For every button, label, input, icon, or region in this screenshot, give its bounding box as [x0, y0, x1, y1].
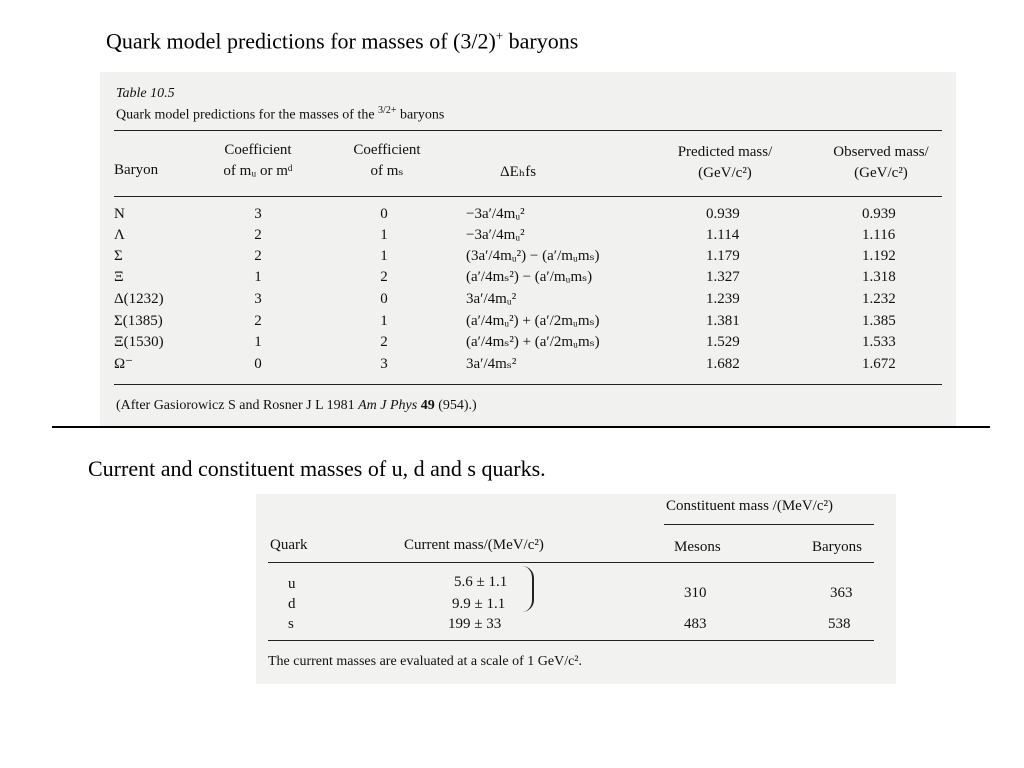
cell-delta-e: −3a′/4mᵤ²	[466, 227, 525, 243]
cell-delta-e: 3a′/4mₛ²	[466, 356, 517, 372]
cell-coef-s: 0	[380, 291, 388, 307]
cell-coef-ud: 1	[254, 269, 262, 285]
cell-ud-mesons: 310	[684, 585, 707, 601]
cell-coef-s: 2	[380, 269, 388, 285]
header-coef-ud-line1: Coefficient	[224, 142, 292, 158]
cell-predicted: 1.381	[706, 313, 740, 329]
cell-predicted: 1.682	[706, 356, 740, 372]
title1-text: Quark model predictions for masses of (3/2)	[106, 28, 496, 54]
cell-mesons: 483	[684, 616, 707, 632]
header-coef-s	[332, 140, 442, 182]
cell-baryon: Λ	[114, 227, 125, 243]
title1-sup: +	[495, 28, 504, 43]
cell-delta-e: −3a′/4mᵤ²	[466, 206, 525, 222]
cell-current-mass: 199 ± 33	[448, 616, 502, 632]
slide-title-baryon-masses	[106, 28, 578, 54]
cell-delta-e: 3a′/4mᵤ²	[466, 291, 517, 307]
cell-observed: 1.192	[862, 248, 896, 264]
footnote-journal: Am J Phys	[358, 398, 418, 413]
slide-title-quark-masses: Current and constituent masses of u, d and s quarks.	[88, 456, 546, 481]
header-delta-e: ΔEₕfs	[500, 164, 537, 180]
caption-sup: +	[390, 105, 397, 116]
cell-quark: u	[288, 576, 296, 592]
title1-tail: baryons	[503, 28, 579, 54]
cell-baryon: Ω⁻	[114, 356, 134, 372]
cell-coef-ud: 1	[254, 334, 262, 350]
cell-current-mass: 5.6 ± 1.1	[454, 574, 508, 590]
cell-observed: 1.672	[862, 356, 896, 372]
header-coef-ud-line2: of mᵤ or mᵈ	[223, 163, 293, 179]
table-footnote	[116, 398, 477, 414]
footnote-volume: 49	[420, 398, 435, 413]
cell-baryon: Δ(1232)	[114, 291, 164, 307]
cell-predicted: 1.179	[706, 248, 740, 264]
header-rule	[268, 562, 874, 563]
cell-baryon: Ξ	[114, 269, 124, 285]
cell-baryon: Σ	[114, 248, 123, 264]
cell-coef-s: 1	[380, 313, 388, 329]
cell-coef-ud: 0	[254, 356, 262, 372]
cell-baryons: 538	[828, 616, 851, 632]
header-observed-line2: (GeV/c²)	[854, 165, 908, 181]
cell-coef-s: 3	[380, 356, 388, 372]
footnote-pre: (After Gasiorowicz S and Rosner J L 1981	[116, 398, 359, 413]
cell-coef-ud: 2	[254, 248, 262, 264]
header-quark: Quark	[270, 537, 308, 553]
cell-quark: s	[288, 616, 294, 632]
cell-baryon: Σ(1385)	[114, 313, 163, 329]
group-rule	[664, 524, 874, 525]
cell-predicted: 1.327	[706, 269, 740, 285]
cell-coef-ud: 3	[254, 206, 262, 222]
cell-baryon: N	[114, 206, 125, 222]
cell-coef-ud: 2	[254, 313, 262, 329]
cell-ud-baryons: 363	[830, 585, 853, 601]
header-baryon: Baryon	[114, 162, 159, 178]
header-baryons: Baryons	[812, 539, 862, 555]
cell-coef-s: 0	[380, 206, 388, 222]
header-mesons: Mesons	[674, 539, 721, 555]
section-divider	[52, 426, 990, 428]
top-rule	[114, 130, 942, 131]
header-predicted-line1: Predicted mass/	[677, 144, 773, 160]
cell-predicted: 1.529	[706, 334, 740, 350]
caption-tail: baryons	[396, 107, 445, 123]
table-10-5-scan	[100, 72, 956, 426]
cell-delta-e: (3a′/4mᵤ²) − (a′/mᵤmₛ)	[466, 248, 600, 264]
cell-baryon: Ξ(1530)	[114, 334, 164, 350]
header-observed	[816, 142, 946, 184]
bottom-rule	[114, 384, 942, 385]
cell-coef-s: 2	[380, 334, 388, 350]
cell-coef-s: 1	[380, 227, 388, 243]
cell-coef-ud: 2	[254, 227, 262, 243]
cell-observed: 1.533	[862, 334, 896, 350]
header-constituent-mass: Constituent mass /(MeV/c²)	[666, 498, 833, 514]
cell-predicted: 1.239	[706, 291, 740, 307]
cell-predicted: 0.939	[706, 206, 740, 222]
cell-observed: 1.232	[862, 291, 896, 307]
cell-observed: 1.318	[862, 269, 896, 285]
cell-observed: 1.116	[862, 227, 896, 243]
header-coef-ud	[198, 140, 318, 182]
cell-predicted: 1.114	[706, 227, 740, 243]
header-coef-s-line2: of mₛ	[370, 163, 404, 179]
cell-delta-e: (a′/4mᵤ²) + (a′/2mᵤmₛ)	[466, 313, 600, 329]
caption-text: Quark model predictions for the masses of the	[116, 107, 379, 123]
caption-frac: 3/2	[378, 105, 391, 116]
header-predicted-line2: (GeV/c²)	[698, 165, 752, 181]
header-coef-s-line1: Coefficient	[353, 142, 421, 158]
bottom-rule	[268, 640, 874, 641]
cell-observed: 1.385	[862, 313, 896, 329]
cell-coef-ud: 3	[254, 291, 262, 307]
header-predicted	[660, 142, 790, 184]
header-current-mass: Current mass/(MeV/c²)	[404, 537, 544, 553]
table-caption	[116, 105, 444, 124]
brace-icon	[522, 566, 534, 612]
cell-observed: 0.939	[862, 206, 896, 222]
quark-mass-table-scan	[256, 494, 896, 684]
header-rule	[114, 196, 942, 197]
cell-delta-e: (a′/4mₛ²) − (a′/mᵤmₛ)	[466, 269, 593, 285]
table-label: Table 10.5	[116, 86, 175, 101]
footnote-post: (954).)	[434, 398, 477, 413]
cell-quark: d	[288, 596, 296, 612]
header-observed-line1: Observed mass/	[833, 144, 929, 160]
cell-coef-s: 1	[380, 248, 388, 264]
cell-delta-e: (a′/4mₛ²) + (a′/2mᵤmₛ)	[466, 334, 600, 350]
table-footnote: The current masses are evaluated at a scale of 1 GeV/c².	[268, 654, 582, 669]
cell-current-mass: 9.9 ± 1.1	[452, 596, 506, 612]
